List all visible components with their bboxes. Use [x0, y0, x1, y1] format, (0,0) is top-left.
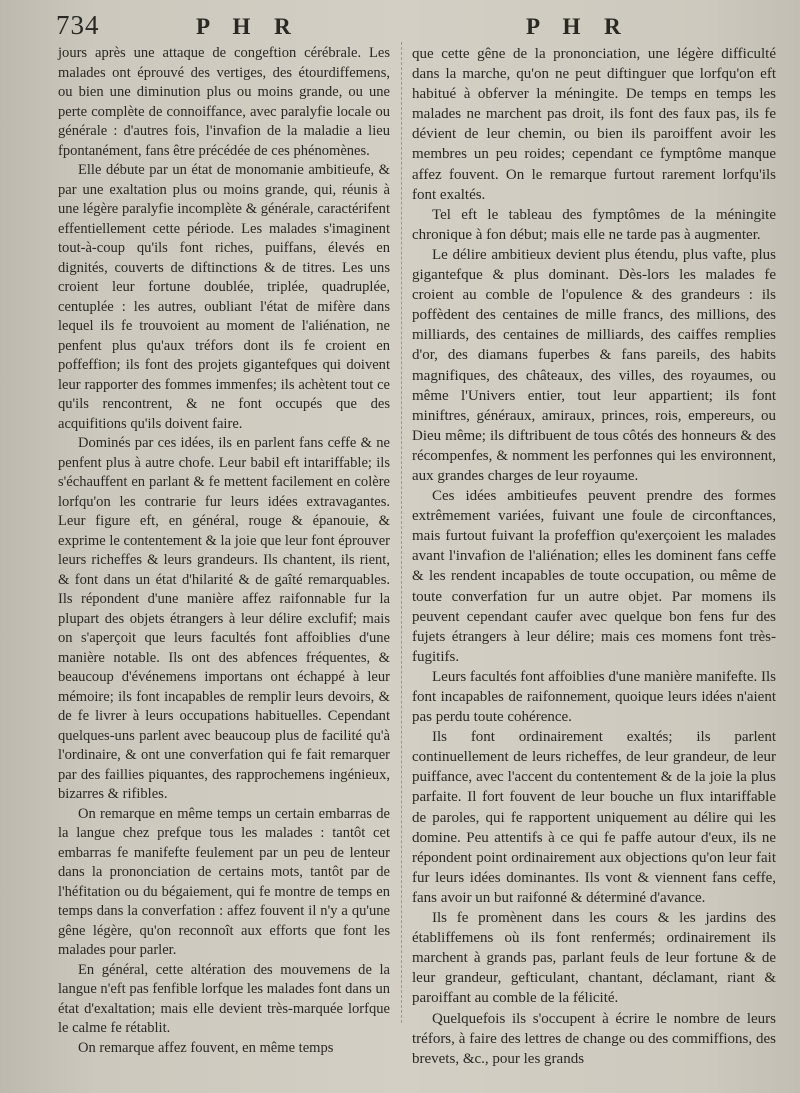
right-text-column — [412, 44, 776, 1069]
left-text-column — [58, 44, 390, 1058]
paragraph: Ils fe promènent dans les cours & les jardins des établiffemens où ils font renfermés; ordinairement ils marchent à grands pas, parlant feuls de leur fortune & de leur grandeur, gefticulant, chantant, déclamant, riant & paroiffant au comble de la félicité. — [412, 910, 776, 1007]
paragraph: Ils font ordinairement exaltés; ils parlent continuellement de leurs richeffes, de leur grandeur, de leur puiffance, avec l'accent du contentement & de la joie la plus parfaite. Il fort fouvent de leur bouche un flux intariffable de paroles, qui fe rapportent uniquement au délire qui les domine. Peu attentifs à ce qui fe paffe autour d'eux, ils ne répondent point ordinairement aux objections qu'on leur fait fur leurs idées dominantes. Ils vont & viennent fans ceffe, fans avoir un but raifonné & déterminé d'avance. — [412, 729, 776, 906]
paragraph: Le délire ambitieux devient plus étendu, plus vafte, plus gigantefque & plus dominant. Dès-lors les malades fe croient au comble de l'opulence & des grandeurs : ils poffèdent des centaines de mille francs, des millions, des milliards, des centaines de milliards, des caiffes remplies d'or, des diamans fuperbes & fans pareils, des habits magnifiques, des châteaux, des villes, des royaumes, ou même l'Univers entier, tout leur appartient; ils font miniftres, généraux, amiraux, princes, rois, empereurs, ou Dieu même; ils diftribuent de tous côtés des honneurs & des récompenfes, & nomment les perfonnes qui les environnent, aux grandes charges de leur royaume. — [412, 246, 776, 484]
paragraph: Tel eft le tableau des fymptômes de la méningite chronique à fon début; mais elle ne tarde pas à augmenter. — [412, 206, 776, 243]
paragraph: Leurs facultés font affoiblies d'une manière manifefte. Ils font incapables de raifonnement, quoique leurs idées n'aient pas perdu toute cohérence. — [412, 668, 776, 726]
running-head-left: P H R — [196, 14, 300, 39]
paragraph: Ces idées ambitieufes peuvent prendre des formes extrêmement variées, fuivant une foule de circonftances, mais furtout fuivant la profeffion qu'exerçoient les malades avant l'invafion de l'aliénation; elles les dominent fans ceffe & les rendent incapables de toute occupation, ou même de toute converfation fur un autre objet. Par momens ils peuvent cependant caufer avec quelque bon fens fur des fujets étrangers à leur délire; mais ces momens font très-fugitifs. — [412, 488, 776, 665]
paragraph: En général, cette altération des mouvemens de la langue n'eft pas fenfible lorfque les malades font dans un état d'exaltation; mais elle devient très-marquée lorfque le calme fe rétablit. — [58, 961, 390, 1036]
paragraph: que cette gêne de la prononciation, une légère difficulté dans la marche, qu'on ne peut diftinguer que lorfqu'on eft habitué à obferver la méningite. De temps en temps les malades ne marchent pas droit, ils font des faux pas, ils fe dévient de leur chemin, ou bien ils paroiffent avoir les membres un peu roides; cependant ce fymptôme manque affez fouvent. On le remarque furtout rarement lorfqu'ils font exaltés. — [412, 46, 776, 203]
running-head-right: P H R — [526, 14, 630, 39]
page-header — [58, 10, 770, 42]
paragraph: Quelquefois ils s'occupent à écrire le nombre de leurs tréfors, à faire des lettres de change ou des commiffions, des brevets, &c., pour les grands — [412, 1010, 776, 1067]
paragraph: On remarque en même temps un certain embarras de la langue chez prefque tous les malades : tantôt cet embarras fe manifefte feulement par un peu de lenteur dans la prononciation de certains mots, tantôt par de l'héfitation ou du bégaiement, qui fe montre de temps en temps dans la converfation : affez fouvent il n'y a qu'une gêne légère, qu'on reconnoît aux efforts que font les malades pour parler. — [58, 805, 390, 958]
column-divider — [401, 42, 402, 1023]
paragraph: Elle débute par un état de monomanie ambitieufe, & par une exaltation plus ou moins grande, qui, réunis à une légère paralyfie incomplète & générale, caractérifent effentiellement cette période. Les malades s'imaginent tout-à-coup qu'ils font riches, puiffans, élevés en dignités, couverts de diftinctions & de titres. Les uns croient leur fortune doublée, triplée, quadruplée, centuplée : les autres, oubliant l'état de mifère dans lequel ils fe trouvoient au moment de l'aliénation, ne penfent plus qu'aux tréfors dont ils fe croient en poffeffion; ils font des projets gigantefques qui doivent leur rapporter des fommes immenfes; ils achètent tout ce qu'ils rencontrent, & ne font occupés que des acquifitions qu'ils doivent faire. — [58, 162, 390, 432]
paragraph: Dominés par ces idées, ils en parlent fans ceffe & ne penfent plus à autre chofe. Leur babil eft intariffable; ils s'échauffent en parlant & fe mettent facilement en colère lorfqu'on les contrarie fur leurs idées extravagantes. Leur figure eft, en général, rouge & épanouie, & exprime le contentement & la joie que leur font éprouver leurs richeffes & leurs grandeurs. Ils chantent, ils rient, & font dans un état d'hilarité & de gaîté remarquables. Ils répondent d'une manière affez raifonnable fur la plupart des objets étrangers à leur délire exclufif; mais on s'aperçoit que leurs facultés font affoiblies d'une manière notable. Ils ont des abfences fréquentes, & beaucoup d'événemens importans ont échappé à leur mémoire; ils font incapables de remplir leurs devoirs, & de fe livrer à leurs occupations habituelles. Cependant quelques-uns parlent avec beaucoup plus de facilité qu'à l'ordinaire, & ont une converfation qui fe fait remarquer par des faillies piquantes, des rapprochemens ingénieux, bizarres & rifibles. — [58, 435, 390, 802]
paragraph: On remarque affez fouvent, en même temps — [78, 1039, 334, 1056]
paragraph: jours après une attaque de congeftion cérébrale. Les malades ont éprouvé des vertiges, des étourdiffemens, ou bien une diminution plus ou moins grande, ou une perte complète de connoiffance, avec paralyfie locale ou générale : d'autres fois, l'invafion de la maladie a lieu fpontanément, fans être précédée de ces phénomènes. — [58, 45, 390, 159]
page-number: 734 — [56, 10, 100, 40]
